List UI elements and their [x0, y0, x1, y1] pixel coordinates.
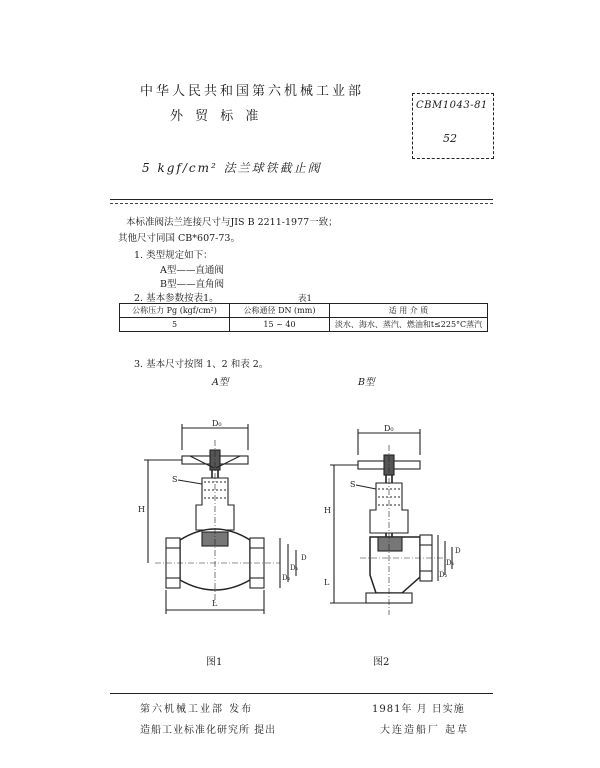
clause-1a: A型——直通阀 [160, 265, 224, 276]
org-line: 中华人民共和国第六机械工业部 [140, 84, 365, 99]
label-type-b: B型 [358, 377, 375, 388]
dim-d0-b: D₀ [384, 425, 394, 433]
intro-line-2: 其他尺寸同国 CB*607-73。 [118, 233, 240, 244]
intro-line-1: 本标准阀法兰连接尺寸与JIS B 2211-1977一致； [126, 217, 338, 228]
footer-rule [110, 693, 493, 694]
header-rule-dashed [110, 203, 493, 204]
cell-pressure: 5 [120, 318, 230, 332]
table-row [120, 318, 488, 332]
dim-d1-a: D₁ [290, 564, 299, 572]
standard-type: 外 贸 标 准 [170, 109, 263, 124]
dim-s-a: S [172, 475, 178, 484]
dim-s-b: S [350, 480, 356, 489]
figure-2-caption: 图2 [373, 657, 390, 668]
clause-2: 2. 基本参数按表1。 [134, 293, 219, 304]
dim-d2-b: D₂ [439, 571, 448, 579]
clause-1: 1. 类型规定如下： [134, 250, 213, 261]
table-caption: 表1 [298, 294, 312, 304]
dim-d-a: D [301, 554, 307, 562]
dim-d1-b: D₁ [446, 559, 455, 567]
clause-1b: B型——直角阀 [160, 279, 224, 290]
label-type-a: A型 [212, 377, 229, 388]
dim-d-b: D [455, 547, 461, 555]
table-header-row [120, 304, 488, 318]
footer-effective: 1981年 月 日实施 [372, 704, 465, 715]
standard-number-box [412, 93, 494, 159]
header-medium: 适 用 介 质 [330, 304, 488, 318]
header-pressure: 公称压力 Pg (kgf/cm²) [120, 304, 230, 318]
footer-maker: 大连造船厂 起草 [380, 725, 470, 736]
dim-d2-a: D₂ [282, 574, 291, 582]
clause-3: 3. 基本尺寸按图 1、2 和表 2。 [134, 359, 269, 370]
parameters-table [119, 303, 488, 332]
dim-l-a: L [212, 599, 218, 608]
footer-proposer: 第六机械工业部 发布 [140, 704, 254, 715]
footer-drafter: 造船工业标准化研究所 提出 [140, 725, 277, 736]
dim-h-a: H [138, 505, 145, 514]
header-diameter: 公称通径 DN (mm) [230, 304, 330, 318]
standard-code: CBM1043-81 [416, 100, 488, 111]
figure-2-valve-drawing [320, 425, 470, 625]
dim-h-b: H [324, 506, 331, 515]
dim-d0-a: D₀ [212, 420, 222, 428]
figure-1-caption: 图1 [206, 657, 223, 668]
dim-l-b: L [324, 578, 330, 587]
header-rule-top [110, 199, 493, 200]
cell-diameter: 15 ~ 40 [230, 318, 330, 332]
document-title: 5 kgf/cm² 法兰球铁截止阀 [142, 161, 322, 175]
cell-medium: 淡水、海水、蒸汽、燃油和t≤225°C蒸汽 [330, 318, 488, 332]
figure-1-valve-drawing [130, 420, 315, 620]
page-number: 52 [443, 132, 457, 145]
